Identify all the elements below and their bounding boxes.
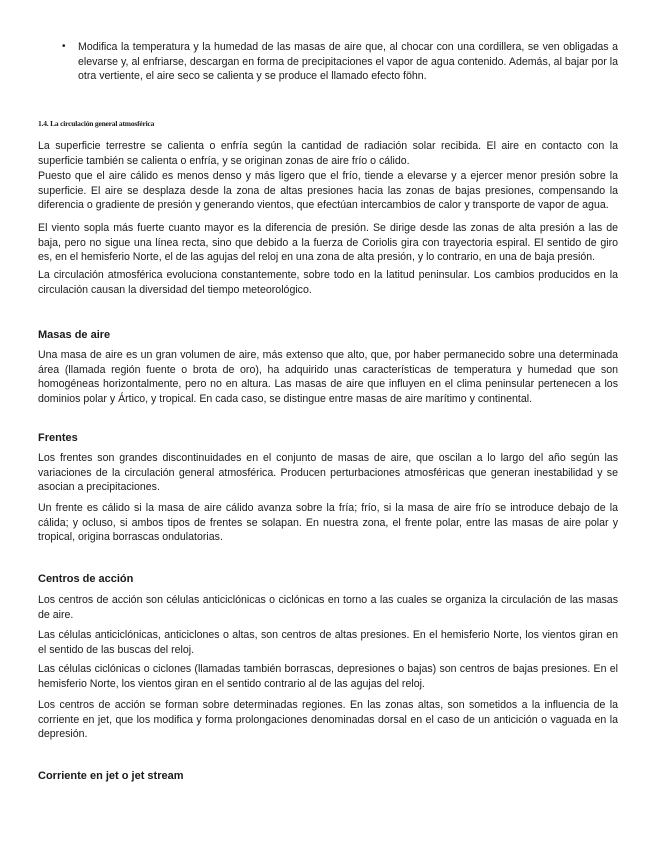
paragraph: Los centros de acción se forman sobre determinadas regiones. En las zonas altas, son sometidos a la influencia de la corriente en jet, que los modifica y forma prolongaciones denominadas dorsal en el caso de un anticición o vaguada en la depresión. <box>38 699 618 741</box>
paragraph: Las células anticiclónicas, anticiclones o altas, son centros de altas presiones. En el hemisferio Norte, los vientos giran en el sentido de las buscas del reloj. <box>38 629 618 656</box>
paragraph: El viento sopla más fuerte cuanto mayor es la diferencia de presión. Se dirige desde las zonas de alta presión a las de baja, pero no sigue una línea recta, sino que debido a la fuerza de Coriolis gira con trayectoria espiral. El sentido de giro es, en el hemisferio Norte, el de las agujas del reloj en una zona de alta presión, y lo contrario, en una de baja presión. <box>38 222 618 264</box>
paragraph: La circulación atmosférica evoluciona constantemente, sobre todo en la latitud peninsular. Los cambios producidos en la circulación causan la diversidad del tiempo meteorológico. <box>38 269 618 296</box>
paragraph: Una masa de aire es un gran volumen de aire, más extenso que alto, que, por haber permanecido sobre una determinada área (llamada región fuente o brota de oro), ha adquirido unas características de temperatura y humedad que son homogéneas horizontalmente, pero no en altura. Las masas de aire que influyen en el clima peninsular pertenecen a los dominios polar y Ártico, y tropical. En cada caso, se distingue entre masas de aire marítimo y continental. <box>38 349 618 405</box>
section-heading-masas: Masas de aire <box>38 329 111 341</box>
paragraph: Los centros de acción son células anticiclónicas o ciclónicas en torno a las cuales se organiza la circulación de las masas de aire. <box>38 594 618 621</box>
paragraph: La superficie terrestre se calienta o enfría según la cantidad de radiación solar recibida. El aire en contacto con la superficie también se calienta o enfría, y se originan zonas de aire frío o cálido. <box>38 140 618 167</box>
paragraph: Las células ciclónicas o ciclones (llamadas también borrascas, depresiones o bajas) son centros de bajas presiones. En el hemisferio Norte, los vientos giran en el sentido contrario al de las agujas del reloj. <box>38 663 618 690</box>
section-heading-centros: Centros de acción <box>38 573 134 585</box>
section-heading-1-4: 1.4. La circulación general atmosférica <box>38 119 155 128</box>
bullet-icon: • <box>62 41 66 52</box>
section-heading-corriente: Corriente en jet o jet stream <box>38 770 184 782</box>
section-heading-frentes: Frentes <box>38 432 78 444</box>
bullet-text: Modifica la temperatura y la humedad de las masas de aire que, al chocar con una cordillera, se ven obligadas a elevarse y, al enfriarse, descargan en forma de precipitaciones el vapor de agua contenido. Además, al bajar por la otra vertiente, el aire seco se calienta y se produce el llamado efecto föhn. <box>78 41 618 83</box>
paragraph: Puesto que el aire cálido es menos denso y más ligero que el frío, tiende a elevarse y a ejercer menor presión sobre la superficie. El aire se desplaza desde la zona de altas presiones hacia las zonas de bajas presiones, compensando la diferencia o gradiente de presión y generando vientos, que efectúan intercambios de calor y transporte de vapor de agua. <box>38 170 618 212</box>
paragraph: Los frentes son grandes discontinuidades en el conjunto de masas de aire, que oscilan a lo largo del año según las variaciones de la circulación general atmosférica. Producen perturbaciones atmosféricas que generan inestabilidad y se asocian a precipitaciones. <box>38 452 618 494</box>
paragraph: Un frente es cálido si la masa de aire cálido avanza sobre la fría; frío, si la masa de aire frío se introduce debajo de la cálida; y ocluso, si ambos tipos de frentes se solapan. En nuestra zona, el frente polar, entre las masas de aire polar y tropical, origina borrascas ondulatorias. <box>38 502 618 544</box>
